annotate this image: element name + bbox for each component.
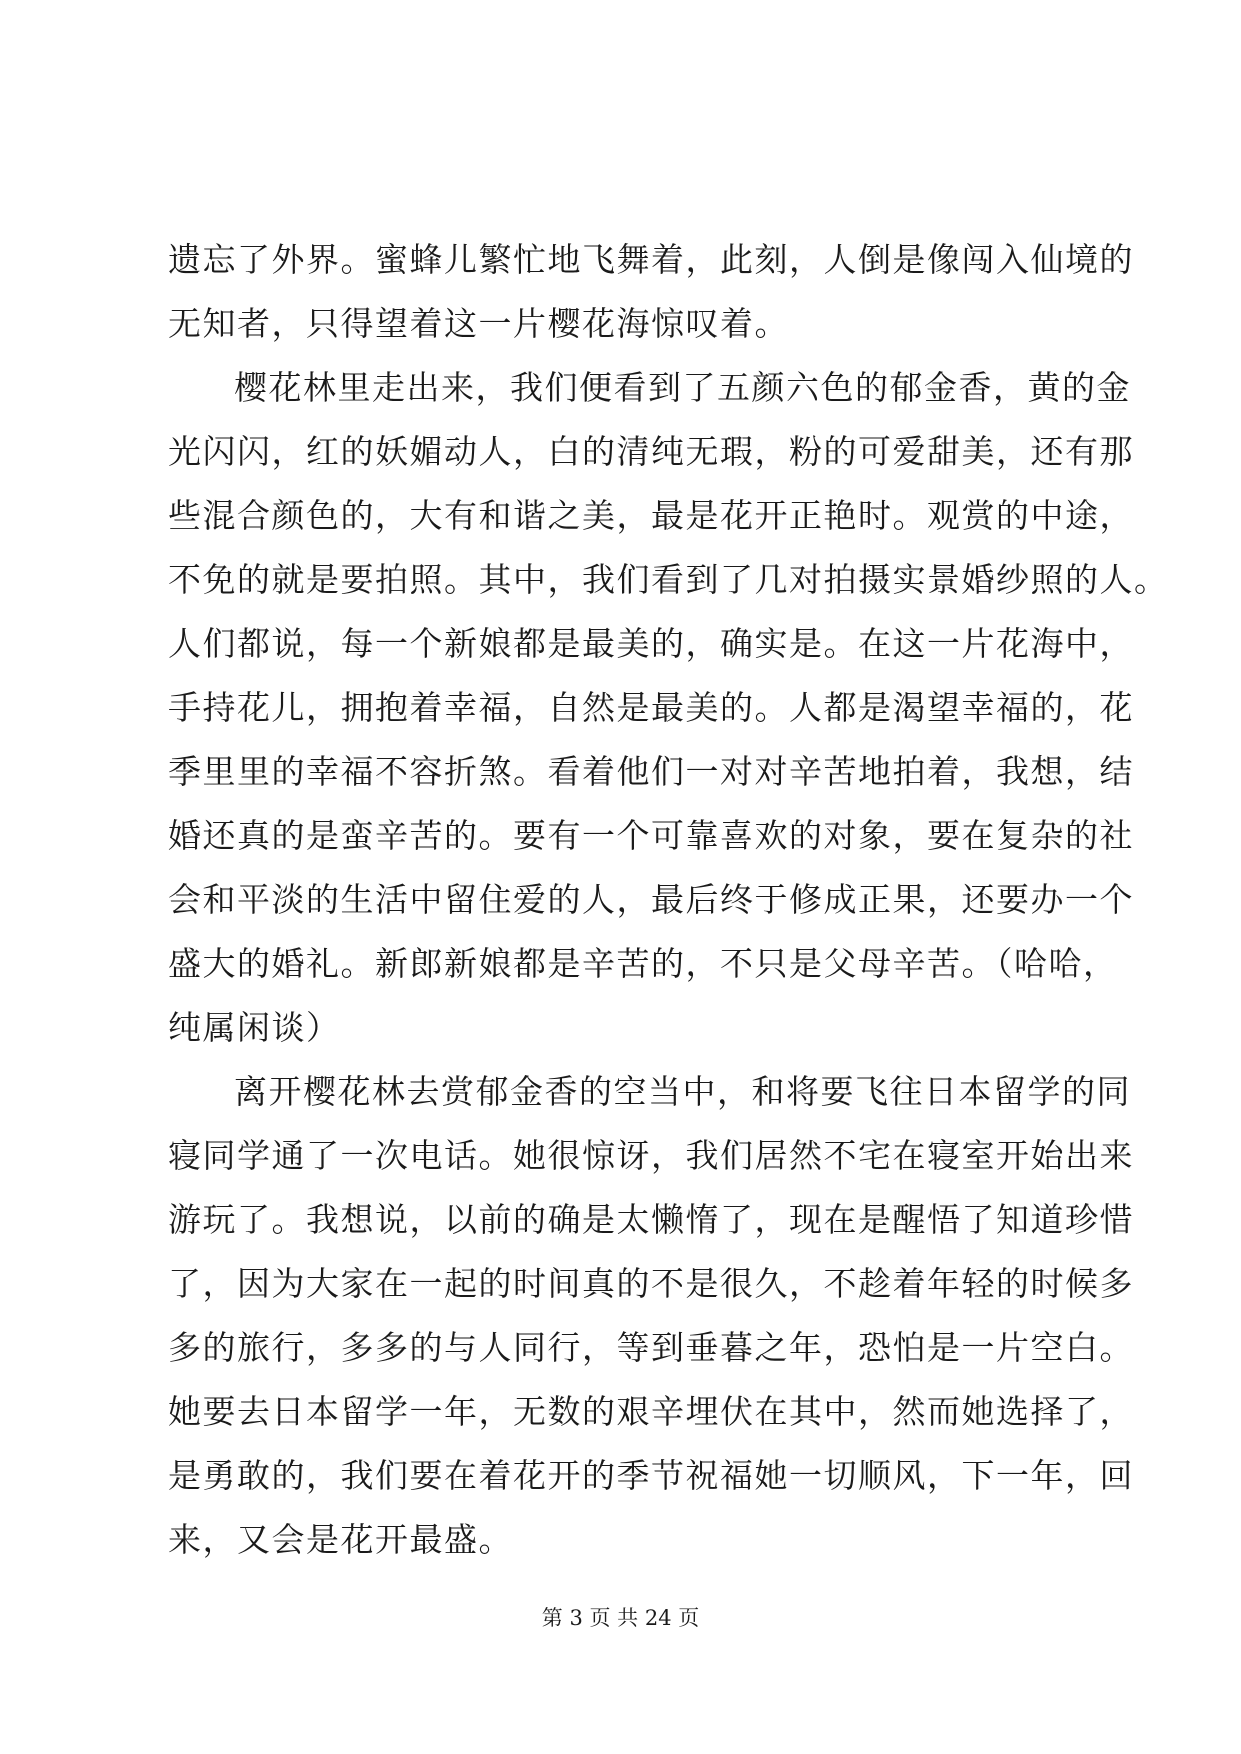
text-line: 光闪闪，红的妖媚动人，白的清纯无瑕，粉的可爱甜美，还有那 [168,432,1134,471]
text-line: 了，因为大家在一起的时间真的不是很久，不趁着年轻的时候多 [168,1264,1134,1303]
text-line: 些混合颜色的，大有和谐之美，最是花开正艳时。观赏的中途， [168,496,1134,535]
text-line: 她要去日本留学一年，无数的艰辛埋伏在其中，然而她选择了， [168,1392,1134,1431]
text-line: 人们都说，每一个新娘都是最美的，确实是。在这一片花海中， [168,624,1134,663]
text-line: 婚还真的是蛮辛苦的。要有一个可靠喜欢的对象，要在复杂的社 [168,816,1134,855]
text-line: 会和平淡的生活中留住爱的人，最后终于修成正果，还要办一个 [168,880,1134,919]
text-line: 季里里的幸福不容折煞。看着他们一对对辛苦地拍着，我想，结 [168,752,1134,791]
text-line: 樱花林里走出来，我们便看到了五颜六色的郁金香，黄的金 [234,368,1131,407]
text-line: 离开樱花林去赏郁金香的空当中，和将要飞往日本留学的同 [234,1072,1131,1111]
paragraph-1 [168,228,1134,356]
text-line: 遗忘了外界。蜜蜂儿繁忙地飞舞着，此刻，人倒是像闯入仙境的 [168,240,1134,279]
text-line: 是勇敢的，我们要在着花开的季节祝福她一切顺风，下一年，回 [168,1456,1134,1495]
paragraph-2 [168,356,1169,1060]
text-line: 手持花儿，拥抱着幸福，自然是最美的。人都是渴望幸福的，花 [168,688,1134,727]
text-line: 盛大的婚礼。新郎新娘都是辛苦的，不只是父母辛苦。（哈哈， [168,944,1118,983]
text-line: 游玩了。我想说，以前的确是太懒惰了，现在是醒悟了知道珍惜 [168,1200,1134,1239]
text-line: 纯属闲谈） [168,1008,341,1047]
paragraph-3 [168,1060,1134,1572]
body-text [168,228,1169,1572]
text-line: 来，又会是花开最盛。 [168,1520,513,1559]
page-number-footer: 第 3 页 共 24 页 [541,1606,700,1630]
text-line: 无知者，只得望着这一片樱花海惊叹着。 [168,304,789,343]
text-line: 多的旅行，多多的与人同行，等到垂暮之年，恐怕是一片空白。 [168,1328,1134,1367]
text-line: 寝同学通了一次电话。她很惊讶，我们居然不宅在寝室开始出来 [168,1136,1134,1175]
text-line: 不免的就是要拍照。其中，我们看到了几对拍摄实景婚纱照的人。 [168,560,1169,599]
